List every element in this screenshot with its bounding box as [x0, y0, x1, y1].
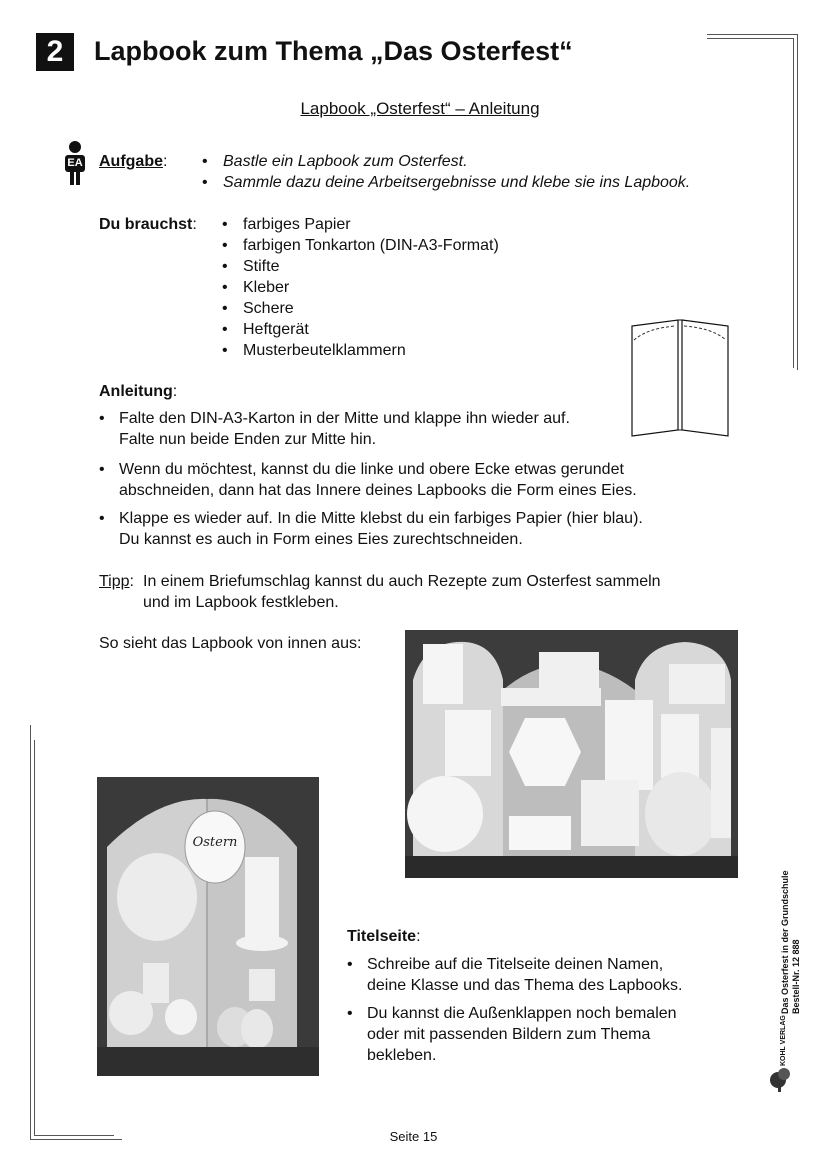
material-item: Kleber — [243, 279, 290, 296]
bullet: • — [222, 237, 228, 254]
lapbook-cover-photo — [97, 777, 319, 1076]
material-item: Schere — [243, 300, 294, 317]
anleitung-item-3 — [99, 508, 643, 550]
titelseite-line: oder mit passenden Bildern zum Thema — [367, 1026, 651, 1043]
anleitung-line: abschneiden, dann hat das Innere deines Lapbooks die Form eines Eies. — [119, 482, 637, 499]
material-item: Stifte — [243, 258, 280, 275]
titelseite-label-wrap — [347, 926, 421, 947]
aufgabe-list — [202, 151, 690, 193]
material-colon: : — [192, 216, 197, 233]
aufgabe-label-wrap — [99, 151, 167, 172]
aufgabe-item-2: Sammle dazu deine Arbeitsergebnisse und klebe sie ins Lapbook. — [223, 174, 691, 191]
list-item — [202, 172, 690, 193]
anleitung-item-1 — [99, 408, 570, 450]
sidebar-line-2: Bestell-Nr. 12 888 — [791, 939, 801, 1014]
material-item: farbigen Tonkarton (DIN-A3-Format) — [243, 237, 499, 254]
list-item — [222, 235, 499, 256]
material-item: Heftgerät — [243, 321, 309, 338]
bullet: • — [202, 174, 208, 191]
tipp-text — [143, 571, 661, 613]
aufgabe-colon: : — [163, 153, 168, 170]
list-item — [222, 340, 499, 361]
person-icon-label: EA — [67, 157, 83, 169]
titelseite-item-1 — [347, 954, 682, 996]
anleitung-line: Falte den DIN-A3-Karton in der Mitte und klappe ihn wieder auf. — [119, 410, 570, 427]
folded-card-diagram — [628, 316, 732, 440]
corner-line-top-v — [797, 34, 798, 370]
list-item — [222, 319, 499, 340]
list-item — [222, 277, 499, 298]
anleitung-line: Klappe es wieder auf. In die Mitte klebst du ein farbiges Papier (hier blau). — [119, 510, 643, 527]
page-title: Lapbook zum Thema „Das Osterfest“ — [94, 36, 573, 66]
anleitung-label-wrap — [99, 381, 177, 402]
inside-caption: So sieht das Lapbook von innen aus: — [99, 635, 362, 652]
list-item — [222, 214, 499, 235]
aufgabe-item-1: Bastle ein Lapbook zum Osterfest. — [223, 153, 468, 170]
bullet: • — [202, 153, 208, 170]
material-item: farbiges Papier — [243, 216, 351, 233]
tipp-colon: : — [129, 573, 134, 590]
anleitung-line: Wenn du möchtest, kannst du die linke und obere Ecke etwas gerundet — [119, 461, 624, 478]
sidebar-publication-info — [780, 870, 802, 1014]
bullet: • — [347, 1005, 353, 1022]
chapter-number: 2 — [36, 33, 74, 71]
titelseite-line: bekleben. — [367, 1047, 437, 1064]
bullet: • — [347, 956, 353, 973]
bullet: • — [222, 321, 228, 338]
bullet: • — [222, 279, 228, 296]
titelseite-line: deine Klasse und das Thema des Lapbooks. — [367, 977, 683, 994]
anleitung-colon: : — [172, 383, 178, 400]
titelseite-colon: : — [416, 928, 421, 945]
publisher-logo — [766, 1015, 794, 1094]
material-label-wrap — [99, 214, 197, 235]
anleitung-line: Falte nun beide Enden zur Mitte hin. — [119, 431, 377, 448]
page-number: Seite 15 — [389, 1129, 438, 1144]
material-label: Du brauchst — [99, 216, 193, 233]
list-item — [202, 151, 690, 172]
list-item — [222, 256, 499, 277]
titelseite-line: Schreibe auf die Titelseite deinen Namen, — [367, 956, 664, 973]
bullet: • — [99, 461, 105, 478]
titelseite-line: Du kannst die Außenklappen noch bemalen — [367, 1005, 677, 1022]
subtitle: Lapbook „Osterfest“ – Anleitung — [300, 99, 540, 118]
corner-line-top-v2 — [793, 38, 794, 368]
material-item: Musterbeutelklammern — [243, 342, 406, 359]
corner-line-bottom-v — [30, 725, 31, 1139]
bullet: • — [99, 510, 105, 527]
tipp-label-wrap — [99, 571, 134, 592]
bullet: • — [222, 216, 228, 233]
tipp-label: Tipp — [99, 573, 130, 590]
bullet: • — [222, 258, 228, 275]
publisher-name: KOHL VERLAG — [780, 1015, 787, 1066]
bullet: • — [99, 410, 105, 427]
material-list — [222, 214, 499, 361]
list-item — [222, 298, 499, 319]
corner-line-bottom-v2 — [34, 740, 35, 1135]
tipp-line: In einem Briefumschlag kannst du auch Rezepte zum Osterfest sammeln — [143, 573, 661, 590]
cover-egg-text: Ostern — [192, 835, 238, 850]
person-icon — [62, 140, 88, 186]
aufgabe-label: Aufgabe — [99, 153, 163, 170]
titelseite-label: Titelseite — [347, 928, 417, 945]
anleitung-label: Anleitung — [99, 383, 173, 400]
corner-line-top-h2 — [707, 38, 793, 39]
sidebar-line-1: Das Osterfest in der Grundschule — [780, 870, 790, 1014]
corner-line-top-h — [707, 34, 797, 35]
anleitung-line: Du kannst es auch in Form eines Eies zurechtschneiden. — [119, 531, 523, 548]
lapbook-inside-photo — [405, 630, 738, 878]
tipp-line: und im Lapbook festkleben. — [143, 594, 339, 611]
titelseite-item-2 — [347, 1003, 677, 1066]
anleitung-item-2 — [99, 459, 637, 501]
bullet: • — [222, 342, 228, 359]
bullet: • — [222, 300, 228, 317]
